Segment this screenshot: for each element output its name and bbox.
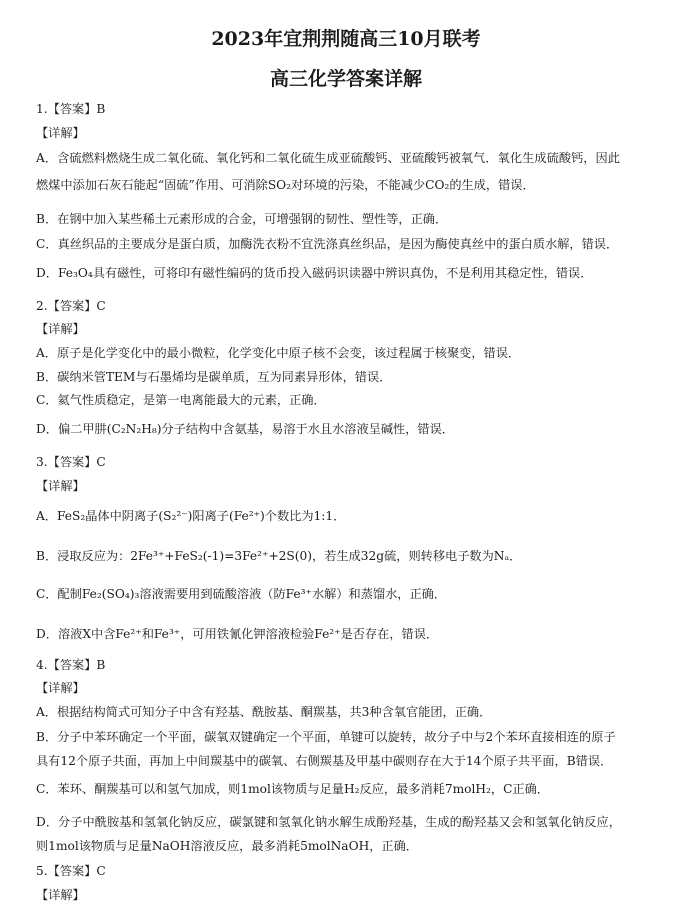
q2-option-d: D．偏二甲肼(C₂N₂H₈)分子结构中含氨基，易溶于水且水溶液呈碱性，错误． xyxy=(36,422,454,436)
answer-1: 1.【答案】B xyxy=(36,102,106,116)
q3-option-d: D．溶液X中含Fe²⁺和Fe³⁺，可用铁氰化钾溶液检验Fe²⁺是否存在，错误． xyxy=(36,627,439,641)
exam-title: 2023年宜荆荆随高三10月联考 xyxy=(211,28,481,50)
detail-heading-3: 【详解】 xyxy=(36,479,85,493)
detail-heading-2: 【详解】 xyxy=(36,322,85,336)
q3-option-c: C．配制Fe₂(SO₄)₃溶液需要用到硫酸溶液（防Fe³⁺水解）和蒸馏水，正确． xyxy=(36,587,447,601)
q4-option-b-line1: B．分子中苯环确定一个平面，碳氧双键确定一个平面，单键可以旋转，故分子中与2个苯环直接相连的原子 xyxy=(36,730,616,744)
detail-heading-5: 【详解】 xyxy=(36,888,85,902)
detail-heading-1: 【详解】 xyxy=(36,126,85,140)
q3-option-b: B．浸取反应为：2Fe³⁺+FeS₂(-1)=3Fe²⁺+2S(0)，若生成32g硫，则转移电子数为Nₐ． xyxy=(36,549,522,563)
answer-5: 5.【答案】C xyxy=(36,864,106,878)
q4-option-b-line2: 具有12个原子共面，再加上中间羰基中的碳氧、右侧羰基及甲基中碳则存在大于14个原子共平面，B错误． xyxy=(36,754,613,768)
q3-option-a: A．FeS₂晶体中阴离子(S₂²⁻)阳离子(Fe²⁺)个数比为1:1． xyxy=(36,509,346,523)
q4-option-d-line2: 则1mol该物质与足量NaOH溶液反应，最多消耗5molNaOH，正确． xyxy=(36,839,418,853)
q4-option-c: C．苯环、酮羰基可以和氢气加成，则1mol该物质与足量H₂反应，最多消耗7molH₂，C正确． xyxy=(36,782,549,796)
answer-3: 3.【答案】C xyxy=(36,455,106,469)
q1-option-d: D．Fe₃O₄具有磁性，可将印有磁性编码的货币投入磁码识读器中辨识真伪，不是利用其稳定性，错误． xyxy=(36,266,593,280)
detail-heading-4: 【详解】 xyxy=(36,681,85,695)
q2-option-c: C．氦气性质稳定，是第一电离能最大的元素，正确． xyxy=(36,393,326,407)
q1-option-a-line2: 燃煤中添加石灰石能起“固硫”作用、可消除SO₂对环境的污染，不能减少CO₂的生成，错误． xyxy=(36,178,535,192)
q2-option-b: B．碳纳米管TEM与石墨烯均是碳单质，互为同素异形体，错误． xyxy=(36,370,392,384)
q2-option-a: A．原子是化学变化中的最小微粒，化学变化中原子核不会变，该过程属于核聚变，错误． xyxy=(36,346,521,360)
q4-option-d-line1: D．分子中酰胺基和氢氧化钠反应，碳氯键和氢氧化钠水解生成酚羟基，生成的酚羟基又会和氢氧化钠反应， xyxy=(36,815,621,829)
q1-option-c: C．真丝织品的主要成分是蛋白质，加酶洗衣粉不宜洗涤真丝织品，是因为酶使真丝中的蛋白质水解，错误． xyxy=(36,237,619,251)
answer-2: 2.【答案】C xyxy=(36,299,106,313)
answer-4: 4.【答案】B xyxy=(36,658,106,672)
q1-option-b: B．在钢中加入某些稀土元素形成的合金，可增强钢的韧性、塑性等，正确． xyxy=(36,212,448,226)
page-subtitle: 高三化学答案详解 xyxy=(269,68,422,90)
q1-option-a-line1: A．含硫燃料燃烧生成二氧化硫、氧化钙和二氧化硫生成亚硫酸钙、亚硫酸钙被氧气．氧化生成硫酸钙，因此 xyxy=(36,151,621,165)
q4-option-a: A．根据结构简式可知分子中含有羟基、酰胺基、酮羰基，共3种含氧官能团，正确． xyxy=(36,705,492,719)
